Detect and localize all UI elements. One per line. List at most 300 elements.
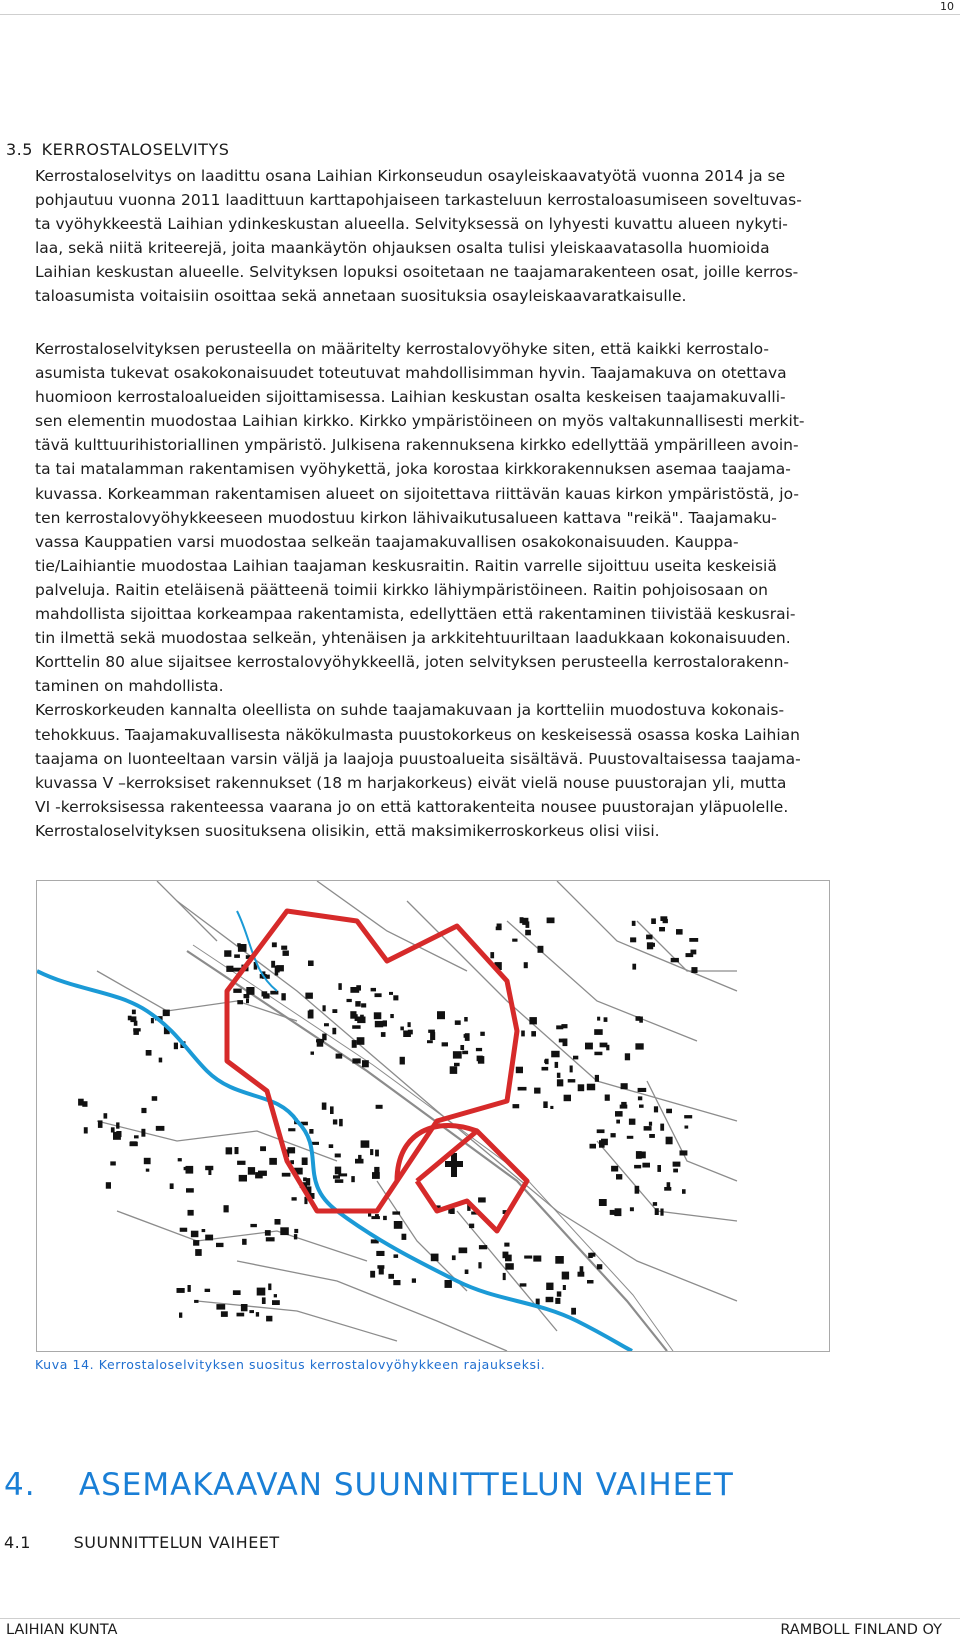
road bbox=[157, 881, 217, 941]
building bbox=[283, 951, 289, 956]
paragraph-intro bbox=[35, 164, 955, 309]
zone-map-figure bbox=[36, 880, 830, 1352]
building bbox=[564, 1095, 571, 1102]
building bbox=[691, 967, 697, 973]
building bbox=[379, 1268, 384, 1274]
building bbox=[547, 918, 555, 924]
building bbox=[82, 1101, 87, 1107]
building bbox=[282, 1173, 291, 1177]
building bbox=[635, 1043, 643, 1049]
building bbox=[281, 993, 285, 1000]
building bbox=[594, 1029, 603, 1035]
building bbox=[520, 1283, 527, 1286]
buildings-layer bbox=[78, 916, 698, 1321]
building bbox=[271, 961, 275, 968]
building bbox=[186, 1166, 194, 1174]
building bbox=[202, 1229, 206, 1232]
building bbox=[505, 1255, 512, 1262]
building bbox=[256, 1312, 259, 1317]
building bbox=[616, 1120, 620, 1124]
building bbox=[237, 943, 241, 946]
building bbox=[599, 1199, 607, 1206]
building bbox=[266, 1237, 275, 1241]
building bbox=[335, 1167, 341, 1175]
text-line: taloasumista voitaisiin osoittaa sekä annetaan suosituksia osayleiskaavaratkaisulle. bbox=[35, 287, 687, 306]
building bbox=[478, 1197, 486, 1202]
section-heading bbox=[6, 140, 229, 159]
building bbox=[146, 1169, 150, 1172]
building bbox=[258, 1171, 267, 1176]
text-line: sen elementin muodostaa Laihian kirkko. Kirkko ympäristöineen on myös valtakunnallisesti merkit- bbox=[35, 412, 805, 431]
building bbox=[152, 1096, 158, 1101]
building bbox=[671, 958, 679, 962]
building bbox=[408, 1030, 413, 1035]
building bbox=[106, 1182, 111, 1189]
building bbox=[376, 1105, 383, 1109]
building bbox=[308, 961, 314, 967]
text-line: asumista tukevat osakokonaisuudet toteutuvat mahdollisimman hyvin. Taajamakuva on otettava bbox=[35, 364, 787, 383]
building bbox=[412, 1278, 416, 1282]
building bbox=[516, 1067, 523, 1074]
building bbox=[597, 1264, 602, 1269]
building bbox=[580, 1266, 584, 1273]
building bbox=[330, 1106, 334, 1114]
building bbox=[639, 1105, 644, 1108]
building bbox=[660, 916, 667, 921]
building bbox=[355, 1001, 360, 1007]
building bbox=[275, 1219, 281, 1225]
building bbox=[355, 1159, 364, 1164]
building bbox=[646, 935, 652, 940]
building bbox=[605, 1095, 610, 1101]
building bbox=[611, 1133, 616, 1137]
building bbox=[657, 1165, 661, 1172]
building bbox=[205, 1166, 213, 1170]
text-line: ta vyöhykkeestä Laihian ydinkeskustan alueella. Selvityksessä on lyhyesti kuvattu alueen nykyti- bbox=[35, 215, 788, 234]
building bbox=[178, 1158, 182, 1161]
building bbox=[116, 1122, 119, 1128]
building bbox=[691, 950, 697, 955]
building bbox=[242, 1239, 247, 1245]
zone-map bbox=[37, 881, 829, 1351]
building bbox=[490, 952, 494, 958]
building bbox=[370, 1271, 375, 1278]
building bbox=[464, 1017, 468, 1022]
building bbox=[84, 1127, 88, 1133]
text-line: tävä kulttuurihistoriallinen ympäristö. Julkisena rakennuksena kirkko edellyttää ympärilleen avoin- bbox=[35, 436, 799, 455]
building bbox=[376, 1251, 384, 1256]
building bbox=[281, 946, 287, 950]
building bbox=[525, 930, 531, 936]
building bbox=[234, 954, 240, 958]
building bbox=[400, 1027, 404, 1031]
building bbox=[615, 1111, 623, 1117]
building bbox=[317, 1039, 324, 1047]
text-line: palveluja. Raitin eteläisenä päätteenä toimii kirkko lähiympäristöineen. Raitin pohjoisosaan on bbox=[35, 580, 768, 599]
building bbox=[146, 1050, 152, 1056]
text-line: tehokkuus. Taajamakuvallisesta näkökulmasta puustokorkeus on keskeisessä osassa koska Laihian bbox=[35, 725, 800, 744]
building bbox=[524, 1256, 532, 1259]
building bbox=[469, 1224, 474, 1229]
building bbox=[272, 942, 277, 947]
building bbox=[460, 1045, 464, 1050]
chapter-title: ASEMAKAAVAN SUUNNITTELUN VAIHEET bbox=[78, 1467, 734, 1503]
building bbox=[221, 1311, 228, 1317]
building bbox=[141, 1108, 146, 1113]
building bbox=[557, 1073, 561, 1078]
text-line: Kerrostaloselvityksen suosituksena olisikin, että maksimikerroskorkeus olisi viisi. bbox=[35, 821, 660, 840]
building bbox=[186, 1188, 194, 1192]
building bbox=[156, 1126, 165, 1131]
subsection-title: SUUNNITTELUN VAIHEET bbox=[73, 1533, 280, 1552]
building bbox=[305, 993, 313, 999]
building bbox=[246, 987, 254, 995]
building bbox=[559, 1039, 564, 1043]
building bbox=[237, 1161, 245, 1165]
building bbox=[151, 1018, 154, 1023]
building bbox=[684, 1115, 692, 1118]
building bbox=[680, 1150, 688, 1155]
building bbox=[578, 1084, 585, 1091]
building bbox=[524, 962, 528, 968]
text-line: vassa Kauppatien varsi muodostaa selkeän taajamakuvallisen osakokonaisuuden. Kauppa- bbox=[35, 532, 739, 551]
building bbox=[445, 1280, 452, 1288]
building bbox=[368, 1213, 371, 1216]
building bbox=[274, 1294, 277, 1297]
kerrostalo-zone-north bbox=[227, 911, 517, 1211]
building bbox=[689, 938, 698, 942]
building bbox=[288, 1128, 295, 1131]
building bbox=[504, 1243, 509, 1247]
building bbox=[226, 966, 233, 972]
building bbox=[216, 1304, 225, 1310]
building bbox=[588, 1253, 593, 1258]
building bbox=[141, 1129, 145, 1137]
building bbox=[116, 1131, 121, 1137]
building bbox=[362, 1060, 369, 1067]
building bbox=[347, 999, 352, 1002]
building bbox=[134, 1135, 139, 1138]
building bbox=[478, 1056, 484, 1064]
footer-client: LAIHIAN KUNTA bbox=[6, 1622, 118, 1638]
building bbox=[383, 1020, 387, 1026]
building bbox=[195, 1249, 202, 1256]
building bbox=[381, 1032, 386, 1037]
building bbox=[496, 927, 502, 931]
building bbox=[601, 1139, 608, 1146]
text-line: ten kerrostalovyöhykkeeseen muodostuu kirkon lähivaikutusalueen kattava "reikä". Taajamaku- bbox=[35, 508, 777, 527]
building bbox=[402, 1234, 407, 1240]
building bbox=[621, 1102, 626, 1108]
building bbox=[556, 1025, 563, 1029]
roads-layer bbox=[97, 881, 737, 1351]
building bbox=[226, 1147, 233, 1154]
building bbox=[268, 1284, 271, 1291]
building bbox=[428, 1030, 435, 1033]
text-line: taajama on luonteeltaan varsin väljä ja laajoja puustoalueita sisältävä. Puustovaltaisessa taajama- bbox=[35, 749, 801, 768]
building bbox=[450, 1066, 458, 1074]
kerrostalo-zone-south bbox=[417, 1131, 527, 1231]
page-number: 10 bbox=[940, 0, 954, 13]
building bbox=[361, 1140, 370, 1147]
main-road bbox=[177, 901, 737, 1301]
building bbox=[590, 1144, 597, 1149]
text-line: kuvassa V –kerroksiset rakennukset (18 m harjakorkeus) eivät vielä nouse puustorajan yli, mutta bbox=[35, 773, 787, 792]
building bbox=[655, 1208, 659, 1215]
building bbox=[216, 1243, 224, 1247]
building bbox=[174, 1043, 178, 1050]
building bbox=[250, 1224, 257, 1227]
building bbox=[374, 1012, 382, 1019]
building bbox=[621, 1083, 628, 1089]
building bbox=[375, 993, 382, 997]
building bbox=[595, 1075, 599, 1082]
building bbox=[392, 1211, 400, 1214]
building bbox=[526, 921, 530, 928]
building bbox=[587, 1280, 594, 1284]
building bbox=[648, 943, 655, 947]
building bbox=[130, 1141, 137, 1145]
chapter-heading bbox=[4, 1467, 734, 1503]
building bbox=[587, 1084, 595, 1091]
building bbox=[372, 1172, 380, 1179]
building bbox=[191, 1231, 199, 1238]
text-line: Kerroskorkeuden kannalta oleellista on suhde taajamakuvaan ja kortteliin muodostuva kokonais- bbox=[35, 701, 785, 720]
building bbox=[642, 1163, 650, 1168]
section-number: 3.5 bbox=[6, 140, 33, 159]
building bbox=[329, 1144, 334, 1148]
road bbox=[197, 1301, 397, 1341]
building bbox=[350, 987, 359, 993]
building bbox=[533, 1256, 541, 1262]
building bbox=[555, 1256, 564, 1264]
building bbox=[188, 1285, 191, 1292]
building bbox=[639, 1017, 643, 1023]
building bbox=[597, 1129, 605, 1133]
building bbox=[614, 1212, 620, 1216]
building bbox=[427, 1040, 433, 1043]
building bbox=[654, 1106, 658, 1112]
building bbox=[557, 1291, 562, 1296]
building bbox=[682, 1189, 686, 1194]
building bbox=[653, 1202, 657, 1206]
building bbox=[632, 921, 636, 926]
building bbox=[163, 1010, 170, 1017]
building bbox=[133, 1028, 141, 1031]
building bbox=[350, 1011, 356, 1019]
text-line: Korttelin 80 alue sijaitsee kerrostalovyöhykkeellä, joten selvityksen perusteella kerrostalorakenn- bbox=[35, 653, 790, 672]
building bbox=[322, 1103, 327, 1110]
building bbox=[568, 1079, 576, 1082]
building bbox=[408, 1022, 411, 1027]
building bbox=[377, 1265, 384, 1269]
building bbox=[546, 1283, 553, 1290]
text-line: pohjautuu vuonna 2011 laadittuun karttapohjaiseen tarkasteluun kerrostaloasumiseen soveltuvas- bbox=[35, 191, 802, 210]
building bbox=[563, 1285, 566, 1290]
building bbox=[531, 1031, 536, 1036]
building bbox=[632, 964, 636, 970]
building bbox=[249, 1310, 254, 1313]
building bbox=[237, 1313, 245, 1317]
building bbox=[375, 1150, 379, 1157]
building bbox=[393, 1280, 400, 1285]
header-divider bbox=[0, 14, 960, 15]
subsection-number: 4.1 bbox=[4, 1533, 31, 1552]
building bbox=[393, 995, 398, 1000]
building bbox=[455, 1020, 461, 1025]
text-line: kuvassa. Korkeamman rakentamisen alueet on sijoitettava riittävän kauas kirkon ympäristöstä, jo- bbox=[35, 484, 799, 503]
building bbox=[513, 1104, 520, 1108]
subsection-heading bbox=[4, 1533, 280, 1552]
building bbox=[371, 1216, 380, 1219]
building bbox=[542, 1067, 549, 1071]
building bbox=[616, 1174, 622, 1179]
building bbox=[394, 1254, 399, 1258]
building bbox=[335, 1179, 344, 1183]
building bbox=[388, 1274, 394, 1279]
building bbox=[600, 1043, 608, 1048]
building bbox=[241, 1304, 248, 1311]
footer-divider bbox=[0, 1618, 960, 1619]
building bbox=[673, 1169, 678, 1173]
building bbox=[235, 1147, 239, 1154]
building bbox=[430, 1032, 435, 1040]
building bbox=[336, 1054, 343, 1059]
building bbox=[205, 1235, 213, 1241]
building bbox=[630, 937, 636, 942]
building bbox=[638, 1088, 647, 1092]
paragraph-main bbox=[35, 337, 955, 843]
building bbox=[352, 1040, 357, 1048]
building bbox=[224, 1205, 229, 1212]
building bbox=[110, 1161, 116, 1165]
building bbox=[333, 1119, 337, 1124]
building bbox=[664, 1187, 671, 1191]
building bbox=[594, 1052, 602, 1056]
building bbox=[480, 1032, 485, 1036]
building bbox=[611, 1166, 618, 1172]
building bbox=[462, 1051, 468, 1055]
building bbox=[666, 1137, 673, 1145]
building bbox=[370, 1149, 373, 1155]
building bbox=[390, 1014, 394, 1018]
text-line: huomioon kerrostaloalueiden sijoittamisessa. Laihian keskustan osalta keskeisen taajamakuvalli- bbox=[35, 388, 786, 407]
building bbox=[651, 918, 656, 924]
building bbox=[465, 1270, 469, 1275]
building bbox=[177, 1288, 185, 1293]
building bbox=[323, 1005, 326, 1011]
text-line: tin ilmettä sekä muodostaa selkeän, yhtenäisen ja arkkitehtuuriltaan laadukkaan kokonaisuuden. bbox=[35, 629, 791, 648]
building bbox=[237, 1000, 243, 1004]
building bbox=[649, 1122, 652, 1126]
building bbox=[233, 989, 241, 993]
text-line: mahdollista sijoittaa korkeampaa rakentamista, edellyttäen että rakentaminen tiivistää keskusrai- bbox=[35, 605, 796, 624]
building bbox=[546, 1297, 554, 1302]
text-line: Kerrostaloselvitys on laadittu osana Laihian Kirkonseudun osayleiskaavatyötä vuonna 2014 ja se bbox=[35, 167, 786, 185]
building bbox=[375, 1021, 383, 1027]
building bbox=[453, 1051, 462, 1058]
text-line: ta tai matalamman rakentamisen vyöhykettä, joka korostaa kirkkorakennuksen asemaa taajama- bbox=[35, 460, 791, 479]
building bbox=[248, 1167, 255, 1175]
building bbox=[266, 1316, 272, 1322]
chapter-number: 4. bbox=[4, 1467, 36, 1503]
building bbox=[610, 1210, 615, 1215]
building bbox=[685, 1126, 689, 1129]
building bbox=[332, 1009, 337, 1013]
building bbox=[272, 1300, 280, 1305]
building bbox=[543, 1101, 547, 1108]
text-line: taminen on mahdollista. bbox=[35, 677, 224, 696]
road bbox=[117, 1211, 367, 1261]
building bbox=[339, 1119, 343, 1126]
building bbox=[573, 1056, 578, 1060]
building bbox=[570, 1066, 573, 1073]
text-line: laa, sekä niitä kriteerejä, joita maankäytön ohjauksen osalta tulisi yleiskaavatasolla huomioida bbox=[35, 239, 770, 258]
building bbox=[170, 1183, 174, 1189]
building bbox=[550, 1106, 553, 1109]
building bbox=[571, 1308, 576, 1315]
road bbox=[457, 1211, 557, 1331]
text-line: tie/Laihiantie muodostaa Laihian taajaman keskusraitin. Raitin varrelle sijoittuu useita keskeisiä bbox=[35, 556, 777, 575]
building bbox=[442, 1042, 448, 1046]
building bbox=[534, 1088, 540, 1094]
building bbox=[555, 1062, 559, 1068]
building bbox=[309, 1129, 313, 1134]
building bbox=[246, 998, 249, 1003]
building bbox=[333, 1175, 340, 1178]
building bbox=[159, 1058, 163, 1063]
building bbox=[638, 1096, 642, 1100]
building bbox=[308, 1011, 314, 1019]
building bbox=[352, 1058, 360, 1063]
building bbox=[636, 1151, 642, 1159]
building bbox=[265, 1230, 271, 1236]
building bbox=[529, 1017, 537, 1024]
building bbox=[179, 1313, 182, 1318]
building bbox=[351, 1176, 355, 1182]
building bbox=[303, 1177, 307, 1181]
building bbox=[625, 1053, 630, 1060]
building bbox=[280, 1227, 289, 1235]
building bbox=[357, 1037, 365, 1045]
building bbox=[132, 1010, 136, 1015]
building bbox=[263, 993, 270, 998]
building bbox=[536, 1299, 540, 1305]
building bbox=[635, 1186, 640, 1194]
building bbox=[104, 1113, 108, 1118]
building bbox=[644, 1126, 652, 1131]
building bbox=[205, 1289, 211, 1292]
building bbox=[275, 968, 279, 976]
building bbox=[383, 1216, 387, 1220]
road bbox=[407, 901, 737, 1121]
building bbox=[597, 1017, 600, 1021]
building bbox=[311, 1052, 315, 1055]
building bbox=[551, 1051, 559, 1058]
building bbox=[512, 939, 517, 942]
building bbox=[660, 1124, 664, 1131]
building bbox=[673, 1162, 681, 1167]
building bbox=[294, 1229, 298, 1233]
building bbox=[459, 1248, 468, 1254]
building bbox=[503, 1273, 506, 1280]
building bbox=[194, 1300, 198, 1303]
building bbox=[562, 1272, 569, 1280]
building bbox=[659, 927, 665, 931]
text-line: Laihian keskustan alueelle. Selvityksen lopuksi osoitetaan ne taajamarakenteen osat, joille kerros- bbox=[35, 263, 799, 282]
building bbox=[389, 992, 393, 995]
building bbox=[269, 1158, 277, 1165]
